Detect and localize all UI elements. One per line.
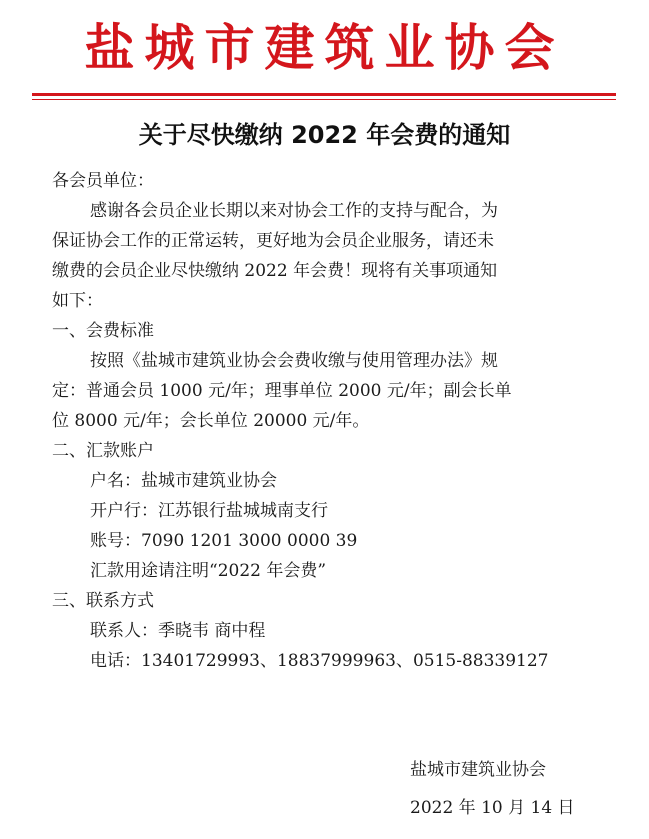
- header-divider-thick: [32, 93, 616, 96]
- section-heading-contact: 三、联系方式: [52, 591, 154, 611]
- fee-standard-line: 定：普通会员 1000 元/年；理事单位 2000 元/年；副会长单: [52, 381, 512, 401]
- notice-body: [52, 166, 612, 676]
- account-number: 账号：7090 1201 3000 0000 39: [90, 531, 358, 551]
- contact-persons: 联系人：季晓韦 商中程: [90, 621, 266, 641]
- signature-date: 2022 年 10 月 14 日: [410, 798, 575, 818]
- bank-name: 开户行：江苏银行盐城城南支行: [90, 501, 328, 521]
- org-header-title: 盐城市建筑业协会: [84, 18, 565, 77]
- account-name: 户名：盐城市建筑业协会: [90, 471, 277, 491]
- salutation: 各会员单位：: [52, 171, 154, 191]
- intro-line: 如下：: [52, 291, 103, 311]
- remittance-remark: 汇款用途请注明“2022 年会费”: [90, 561, 327, 581]
- signature-org: 盐城市建筑业协会: [410, 760, 546, 780]
- section-heading-fee-standard: 一、会费标准: [52, 321, 154, 341]
- intro-line: 保证协会工作的正常运转，更好地为会员企业服务，请还未: [52, 231, 494, 251]
- fee-standard-line: 按照《盐城市建筑业协会会费收缴与使用管理办法》规: [90, 351, 498, 371]
- header-divider-thin: [32, 99, 616, 100]
- intro-line: 感谢各会员企业长期以来对协会工作的支持与配合，为: [90, 201, 498, 221]
- notice-title: 关于尽快缴纳 2022 年会费的通知: [138, 121, 511, 149]
- section-heading-remittance: 二、汇款账户: [52, 441, 154, 461]
- contact-phones: 电话：13401729993、18837999963、0515-88339127: [90, 651, 549, 671]
- intro-line: 缴费的会员企业尽快缴纳 2022 年会费！现将有关事项通知: [52, 261, 498, 281]
- fee-standard-line: 位 8000 元/年；会长单位 20000 元/年。: [52, 411, 370, 431]
